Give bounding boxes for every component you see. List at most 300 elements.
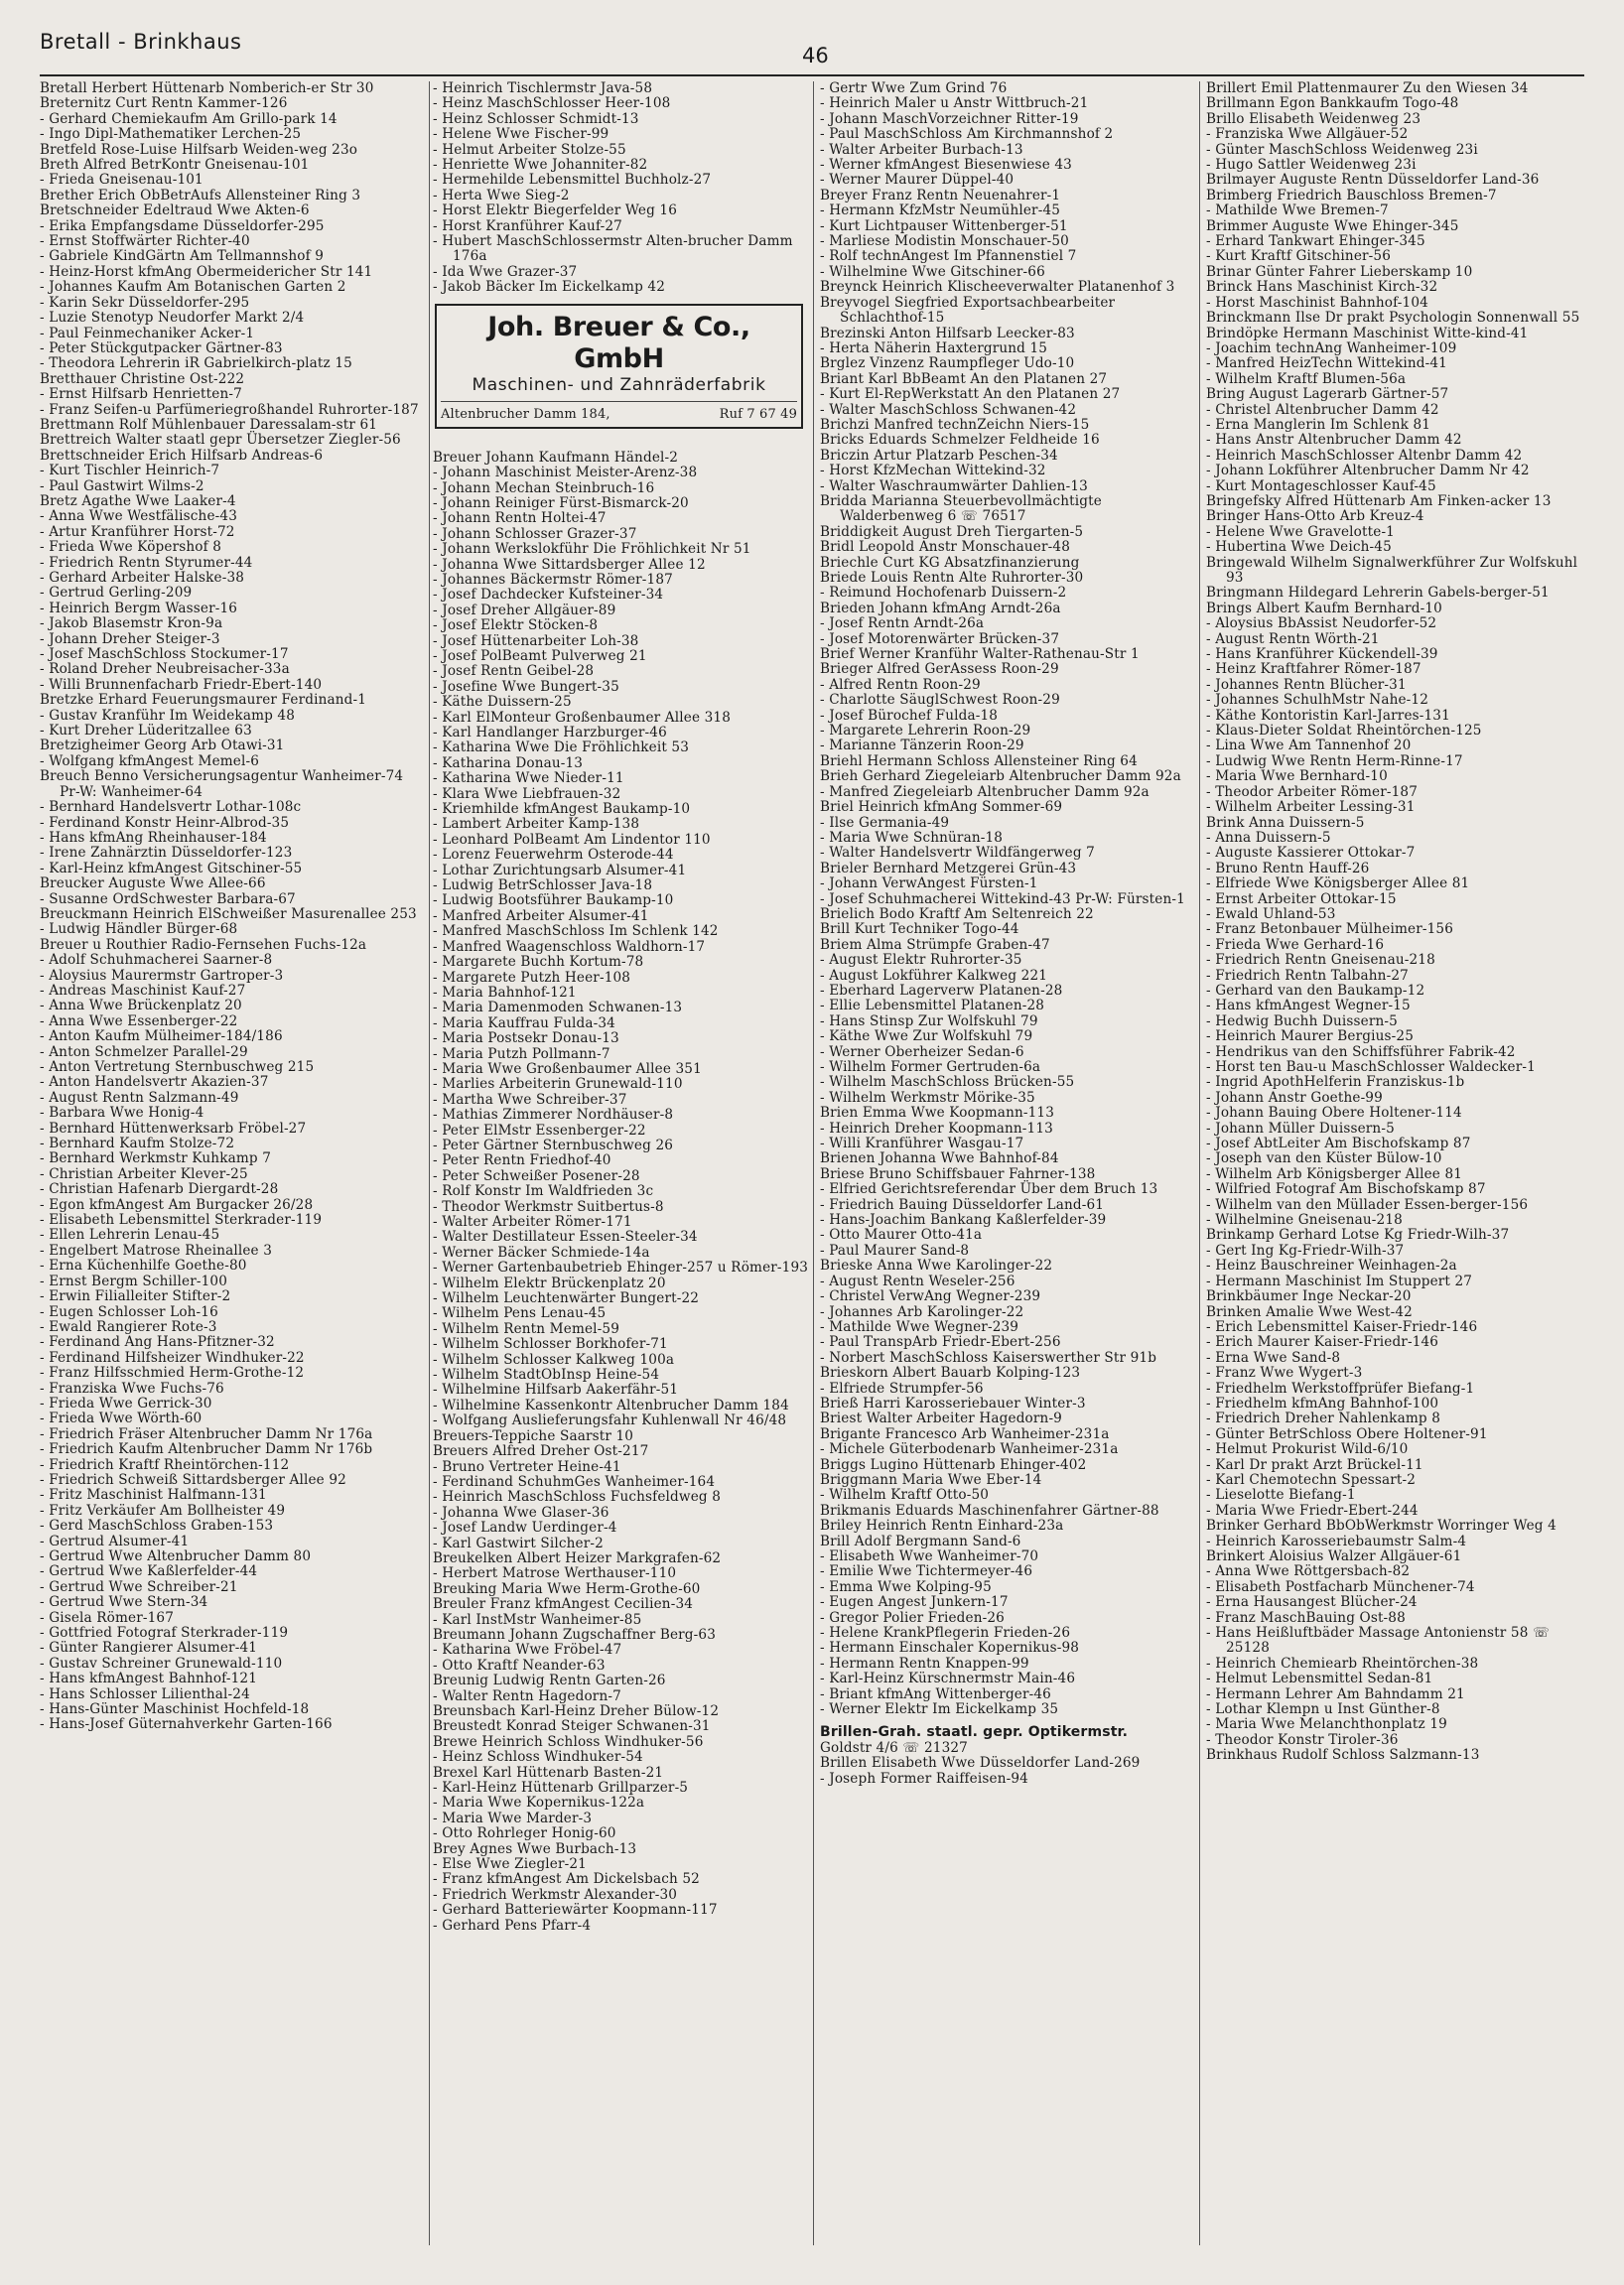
directory-entry: - Wilhelm Schlosser Borkhofer-71 (433, 1336, 668, 1353)
directory-entry: Breuer Johann Kaufmann Händel-2 (433, 449, 679, 466)
directory-entry: Breuking Maria Wwe Herm-Grothe-60 (433, 1580, 701, 1597)
directory-entry: - Heinrich MaschSchloss Fuchsfeldweg 8 (433, 1489, 722, 1506)
directory-entry: - Ferdinand SchuhmGes Wanheimer-164 (433, 1473, 716, 1490)
directory-entry: - Herbert Matrose Werthauser-110 (433, 1565, 677, 1582)
directory-entry: - Ferdinand Konstr Heinr-Albrod-35 (40, 814, 290, 831)
directory-entry: - Fritz Verkäufer Am Bollheister 49 (40, 1502, 286, 1519)
directory-entry: - Paul Gastwirt Wilms-2 (40, 477, 204, 494)
directory-entry: - Walter Rentn Hagedorn-7 (433, 1687, 621, 1704)
directory-entry: - Johann Werkslokführ Die Fröhlichkeit Nr 51 (433, 541, 751, 558)
directory-entry: - Wilhelm Arb Königsberger Allee 81 (1206, 1165, 1463, 1182)
directory-entry: Breternitz Curt Rentn Kammer-126 (40, 95, 288, 112)
directory-entry: - Frieda Wwe Köpershof 8 (40, 539, 222, 556)
directory-entry: - Wilhelm Leuchtenwärter Bungert-22 (433, 1290, 700, 1307)
directory-entry: - Friedrich Rentn Styrumer-44 (40, 554, 253, 571)
directory-entry: Breyvogel Siegfried Exportsachbearbeiter Schlachthof-15 (820, 294, 1116, 327)
directory-entry: - Reimund Hochofenarb Duissern-2 (820, 585, 1067, 602)
directory-entry: - Peter Gärtner Sternbuschweg 26 (433, 1137, 674, 1153)
directory-entry: - Heinrich Bergm Wasser-16 (40, 600, 238, 616)
directory-entry: Brings Albert Kaufm Bernhard-10 (1206, 600, 1442, 616)
directory-entry: - Hans-Josef Güternahverkehr Garten-166 (40, 1716, 333, 1733)
directory-entry: Briant Karl BbBeamt An den Platanen 27 (820, 370, 1108, 387)
directory-entry: Brinckmann Ilse Dr prakt Psychologin Sonnenwall 55 (1206, 310, 1580, 327)
directory-entry: - Hans Schlosser Lilienthal-24 (40, 1685, 250, 1702)
directory-entry: - Erna Manglerin Im Schlenk 81 (1206, 416, 1431, 433)
directory-entry: - Hans-Günter Maschinist Hochfeld-18 (40, 1701, 310, 1718)
directory-entry: - Martha Wwe Schreiber-37 (433, 1091, 627, 1108)
directory-entry: Brien Emma Wwe Koopmann-113 (820, 1105, 1055, 1122)
directory-entry: - Wilhelm Former Gertruden-6a (820, 1059, 1041, 1075)
directory-entry: - Gertrud Wwe Stern-34 (40, 1594, 208, 1611)
directory-entry: - Wolfgang Auslieferungsfahr Kuhlenwall Nr 46/48 (433, 1412, 787, 1429)
directory-entry: - Lothar Zurichtungsarb Alsumer-41 (433, 862, 687, 878)
directory-entry: Bringewald Wilhelm Signalwerkführer Zur Wolfskuhl 93 (1206, 554, 1578, 586)
directory-entry: - Manfred Ziegeleiarb Altenbrucher Damm 92a (820, 783, 1150, 800)
directory-entry: Briese Bruno Schiffsbauer Fahrner-138 (820, 1165, 1096, 1182)
directory-entry: Brey Agnes Wwe Burbach-13 (433, 1840, 637, 1857)
directory-entry: - Horst ten Bau-u MaschSchlosser Waldecker-1 (1206, 1059, 1536, 1075)
directory-entry: Brether Erich ObBetrAufs Allensteiner Ring 3 (40, 187, 361, 203)
directory-entry: Brezinski Anton Hilfsarb Leecker-83 (820, 325, 1075, 341)
directory-entry: - Roland Dreher Neubreisacher-33a (40, 661, 290, 678)
directory-entry: - Eugen Angest Junkern-17 (820, 1594, 1009, 1611)
directory-entry: - Gustav Schreiner Grunewald-110 (40, 1655, 283, 1672)
directory-entry: - Alfred Rentn Roon-29 (820, 676, 981, 693)
directory-entry: - Karl Gastwirt Silcher-2 (433, 1535, 604, 1551)
directory-entry: - Helmut Lebensmittel Sedan-81 (1206, 1671, 1433, 1687)
directory-entry: - Josef Schuhmacherei Wittekind-43 Pr-W: Fürsten-1 (820, 890, 1185, 907)
directory-entry: - Joseph van den Küster Bülow-10 (1206, 1150, 1442, 1167)
directory-entry: - Wilhelm Werkmstr Mörike-35 (820, 1089, 1035, 1106)
directory-entry: - Walter Handelsvertr Wildfängerweg 7 (820, 845, 1095, 862)
directory-entry: - Hermann KfzMstr Neumühler-45 (820, 202, 1061, 219)
directory-entry: Breuer u Routhier Radio-Fernsehen Fuchs-12a (40, 936, 367, 953)
directory-entry: Brinkhaus Rudolf Schloss Salzmann-13 (1206, 1747, 1480, 1764)
directory-entry: - Frieda Gneisenau-101 (40, 172, 203, 189)
directory-entry: - Johannes Rentn Blücher-31 (1206, 676, 1407, 693)
directory-entry: - Erwin Filialleiter Stifter-2 (40, 1288, 231, 1305)
directory-entry: - Wilhelm Rentn Memel-59 (433, 1320, 620, 1337)
directory-entry: Bretzke Erhard Feuerungsmaurer Ferdinand-1 (40, 692, 367, 709)
column-divider (813, 81, 814, 2245)
company-advertisement (435, 304, 803, 429)
directory-entry: Briggmann Maria Wwe Eber-14 (820, 1471, 1042, 1488)
directory-entry: - Maria Damenmoden Schwanen-13 (433, 1000, 683, 1016)
directory-entry: - Gerd MaschSchloss Graben-153 (40, 1518, 274, 1535)
directory-entry: - Leonhard PolBeamt Am Lindentor 110 (433, 831, 711, 848)
directory-entry: - Maria Bahnhof-121 (433, 984, 577, 1001)
directory-entry: - Peter Schweißer Posener-28 (433, 1167, 640, 1184)
directory-entry: - Klara Wwe Liebfrauen-32 (433, 785, 621, 802)
directory-entry: - Karl-Heinz Kürschnermstr Main-46 (820, 1671, 1076, 1687)
directory-entry: - Karl Chemotechn Spessart-2 (1206, 1471, 1417, 1488)
directory-entry: - Hendrikus van den Schiffsführer Fabrik-42 (1206, 1043, 1516, 1060)
directory-entry: - Aloysius BbAssist Neudorfer-52 (1206, 615, 1437, 632)
directory-entry: - Hans-Joachim Bankang Kaßlerfelder-39 (820, 1212, 1107, 1229)
directory-entry: - Franz kfmAngest Am Dickelsbach 52 (433, 1871, 700, 1888)
directory-entry: - Ellie Lebensmittel Platanen-28 (820, 998, 1045, 1014)
directory-entry: - Johanna Wwe Sittardsberger Allee 12 (433, 556, 706, 573)
directory-entry: - Franziska Wwe Allgäuer-52 (1206, 126, 1409, 143)
directory-entry: - Egon kfmAngest Am Burgacker 26/28 (40, 1196, 314, 1213)
directory-entry: - Josef Dachdecker Kufsteiner-34 (433, 587, 664, 604)
directory-entry: - Manfred MaschSchloss Im Schlenk 142 (433, 923, 719, 940)
directory-entry: - Kriemhilde kfmAngest Baukamp-10 (433, 801, 691, 818)
directory-entry: - Helene Wwe Fischer-99 (433, 126, 609, 143)
directory-entry: - Gertrud Wwe Altenbrucher Damm 80 (40, 1548, 312, 1564)
directory-entry: - Wilhelm Pens Lenau-45 (433, 1305, 607, 1322)
directory-entry: - Christian Arbeiter Klever-25 (40, 1165, 248, 1182)
directory-entry: - Käthe Kontoristin Karl-Jarres-131 (1206, 707, 1450, 724)
directory-entry: Brieler Bernhard Metzgerei Grün-43 (820, 860, 1077, 876)
directory-entry: - Helmut Prokurist Wild-6/10 (1206, 1441, 1409, 1458)
directory-entry: - Erna Küchenhilfe Goethe-80 (40, 1258, 247, 1275)
directory-entry: Breunig Ludwig Rentn Garten-26 (433, 1673, 666, 1689)
directory-entry: - Käthe Duissern-25 (433, 694, 572, 711)
directory-entry: Brglez Vinzenz Raumpfleger Udo-10 (820, 355, 1075, 372)
directory-entry: - Joachim technAng Wanheimer-109 (1206, 339, 1457, 356)
directory-entry: Brielich Bodo Kraftf Am Seltenreich 22 (820, 905, 1094, 922)
directory-entry: - Manfred HeizTechn Wittekind-41 (1206, 355, 1447, 372)
directory-entry: Brill Adolf Bergmann Sand-6 (820, 1533, 1021, 1549)
directory-entry: - Wolfgang kfmAngest Memel-6 (40, 752, 260, 769)
directory-entry: - Josef Rentn Arndt-26a (820, 615, 985, 632)
directory-entry: - Gertrud Wwe Kaßlerfelder-44 (40, 1563, 258, 1580)
directory-entry: - Anna Wwe Westfälische-43 (40, 508, 237, 525)
directory-entry: - Briant kfmAng Wittenberger-46 (820, 1685, 1051, 1702)
directory-entry: - Kurt Montageschlosser Kauf-45 (1206, 477, 1436, 494)
directory-entry: Briede Louis Rentn Alte Ruhrorter-30 (820, 570, 1084, 586)
directory-entry: - Klaus-Dieter Soldat Rheintörchen-125 (1206, 723, 1482, 739)
directory-entry: - Josef Bürochef Fulda-18 (820, 707, 999, 724)
directory-entry: - Günter BetrSchloss Obere Holtener-91 (1206, 1425, 1488, 1442)
directory-entry: - Wilhelm Elektr Brückenplatz 20 (433, 1275, 666, 1291)
directory-entry: - Helene KrankPflegerin Frieden-26 (820, 1625, 1071, 1642)
directory-entry: Brinken Amalie Wwe West-42 (1206, 1303, 1413, 1320)
directory-entry: - Gabriele KindGärtn Am Tellmannshof 9 (40, 248, 325, 265)
directory-entry: - Karl ElMonteur Großenbaumer Allee 318 (433, 709, 732, 726)
directory-entry: - Gisela Römer-167 (40, 1609, 175, 1626)
directory-entry: - Hans Stinsp Zur Wolfskuhl 79 (820, 1012, 1038, 1029)
directory-entry: - Johann Reiniger Fürst-Bismarck-20 (433, 494, 689, 511)
directory-entry: Brillo Elisabeth Weidenweg 23 (1206, 110, 1421, 127)
directory-entry: - Werner Elektr Im Eickelkamp 35 (820, 1701, 1059, 1718)
directory-entry: - Elfried Gerichtsreferendar Über dem Bruch 13 (820, 1181, 1158, 1198)
directory-entry: Bretthauer Christine Ost-222 (40, 370, 245, 387)
directory-entry: Brillen Elisabeth Wwe Düsseldorfer Land-269 (820, 1755, 1141, 1772)
directory-entry: - Kurt Kraftf Gitschiner-56 (1206, 248, 1392, 265)
directory-entry: - Artur Kranführer Horst-72 (40, 523, 235, 540)
directory-entry: - Katharina Wwe Fröbel-47 (433, 1642, 622, 1659)
directory-entry: - Bruno Vertreter Heine-41 (433, 1458, 621, 1475)
directory-entry: - Horst Kranführer Kauf-27 (433, 217, 622, 234)
ad-tagline: Maschinen- und Zahnräderfabrik (472, 374, 766, 395)
directory-entry: - Franziska Wwe Fuchs-76 (40, 1380, 224, 1397)
directory-entry: - Helmut Arbeiter Stolze-55 (433, 141, 626, 158)
directory-entry: - Josef MaschSchloss Stockumer-17 (40, 646, 289, 663)
directory-entry: Briggs Lugino Hüttenarb Ehinger-402 (820, 1456, 1087, 1473)
directory-entry: - Wilhelm MaschSchloss Brücken-55 (820, 1074, 1075, 1091)
directory-entry: - Elfriede Wwe Königsberger Allee 81 (1206, 875, 1470, 892)
directory-entry: - Friedrich Rentn Talbahn-27 (1206, 967, 1409, 984)
directory-entry: Breyer Franz Rentn Neuenahrer-1 (820, 187, 1061, 203)
directory-entry: - Katharina Wwe Die Fröhlichkeit 53 (433, 739, 690, 756)
directory-entry: - Gertrud Wwe Schreiber-21 (40, 1578, 238, 1595)
directory-entry: - Rolf Konstr Im Waldfrieden 3c (433, 1183, 654, 1200)
directory-entry: - Gottfried Fotograf Sterkrader-119 (40, 1625, 289, 1642)
directory-entry: - Lambert Arbeiter Kamp-138 (433, 816, 640, 833)
directory-entry: - Elisabeth Postfacharb Münchener-74 (1206, 1578, 1475, 1595)
directory-entry: - Gertrud Gerling-209 (40, 585, 193, 602)
directory-entry: - Walter Arbeiter Burbach-13 (820, 141, 1023, 158)
directory-entry: - Hans Anstr Altenbrucher Damm 42 (1206, 432, 1462, 449)
directory-entry: - Karin Sekr Düsseldorfer-295 (40, 294, 250, 311)
directory-entry: - Katharina Wwe Nieder-11 (433, 770, 624, 787)
directory-entry: - Hans kfmAngest Wegner-15 (1206, 998, 1411, 1014)
directory-entry: - Christel Altenbrucher Damm 42 (1206, 401, 1439, 418)
directory-entry: - Maria Wwe Friedr-Ebert-244 (1206, 1502, 1419, 1519)
directory-entry: - Bernhard Hüttenwerksarb Fröbel-27 (40, 1120, 307, 1137)
directory-entry: - Hans kfmAng Rheinhauser-184 (40, 829, 267, 846)
directory-entry: - Hermann Einschaler Kopernikus-98 (820, 1640, 1080, 1657)
directory-entry: - Johann Anstr Goethe-99 (1206, 1089, 1383, 1106)
directory-entry: - Paul MaschSchloss Am Kirchmannshof 2 (820, 126, 1114, 143)
directory-entry: - Gerhard Arbeiter Halske-38 (40, 570, 245, 586)
directory-entry: - Heinz Schloss Windhuker-54 (433, 1749, 643, 1766)
directory-entry: - Mathias Zimmerer Nordhäuser-8 (433, 1107, 674, 1124)
directory-entry: Breynck Heinrich Klischeeverwalter Platanenhof 3 (820, 279, 1175, 296)
directory-entry: Brinar Günter Fahrer Lieberskamp 10 (1206, 263, 1473, 280)
directory-entry: - Johann Schlosser Grazer-37 (433, 525, 637, 542)
directory-entry: - Erich Maurer Kaiser-Friedr-146 (1206, 1334, 1439, 1351)
directory-entry: - Hermann Rentn Knappen-99 (820, 1655, 1029, 1672)
directory-entry: - Josef Dreher Allgäuer-89 (433, 602, 616, 618)
directory-entry: - Walter Destillateur Essen-Steeler-34 (433, 1229, 698, 1246)
directory-entry: Brettreich Walter staatl gepr Übersetzer Ziegler-56 (40, 432, 401, 449)
directory-entry: - Ernst Hilfsarb Henrietten-7 (40, 386, 242, 403)
directory-entry: - Ilse Germania-49 (820, 814, 950, 831)
directory-entry: - Horst Elektr Biegerfelder Weg 16 (433, 202, 677, 219)
directory-entry: - Eberhard Lagerverw Platanen-28 (820, 982, 1063, 999)
directory-entry: - Josef Motorenwärter Brücken-37 (820, 630, 1060, 647)
directory-entry: - Hermehilde Lebensmittel Buchholz-27 (433, 172, 712, 189)
directory-entry: - Kurt Lichtpauser Wittenberger-51 (820, 217, 1068, 234)
directory-entry: - Wilhelmine Wwe Gitschiner-66 (820, 263, 1045, 280)
directory-entry: - Erna Hausangest Blücher-24 (1206, 1594, 1418, 1611)
directory-entry: Briley Heinrich Rentn Einhard-23a (820, 1518, 1064, 1535)
directory-entry: Brink Anna Duissern-5 (1206, 814, 1365, 831)
directory-entry: Breuckmann Heinrich ElSchweißer Masurenallee 253 (40, 905, 417, 922)
directory-entry: - Ellen Lehrerin Lenau-45 (40, 1227, 220, 1244)
directory-entry: Briest Walter Arbeiter Hagedorn-9 (820, 1411, 1062, 1427)
directory-entry: Bretschneider Edeltraud Wwe Akten-6 (40, 202, 310, 219)
directory-entry: - Maria Wwe Schnüran-18 (820, 829, 1004, 846)
header-rule (40, 74, 1584, 76)
directory-entry: - Marliese Modistin Monschauer-50 (820, 233, 1069, 250)
page-header (40, 30, 1584, 69)
directory-entry: Brikmanis Eduards Maschinenfahrer Gärtner-88 (820, 1502, 1159, 1519)
directory-entry: - Franz Wwe Wygert-3 (1206, 1365, 1363, 1382)
directory-entry: - Werner Maurer Düppel-40 (820, 172, 1015, 189)
directory-entry: - Ernst Bergm Schiller-100 (40, 1273, 228, 1289)
directory-entry: - Gerhard Chemiekaufm Am Grillo-park 14 (40, 110, 338, 127)
directory-entry: - Hermann Maschinist Im Stuppert 27 (1206, 1273, 1473, 1289)
directory-entry: - Mathilde Wwe Wegner-239 (820, 1318, 1019, 1335)
directory-entry: - Kurt El-RepWerkstatt An den Platanen 27 (820, 386, 1121, 403)
directory-entry: - Maria Wwe Melanchthonplatz 19 (1206, 1716, 1447, 1733)
directory-entry: - Heinrich Maurer Bergius-25 (1206, 1028, 1414, 1045)
directory-entry: - Ewald Uhland-53 (1206, 905, 1336, 922)
directory-entry: - Theodor Arbeiter Römer-187 (1206, 783, 1418, 800)
directory-entry: Brigante Francesco Arb Wanheimer-231a (820, 1425, 1110, 1442)
directory-entry: - Kurt Tischler Heinrich-7 (40, 463, 220, 479)
directory-entry: - Ernst Stoffwärter Richter-40 (40, 233, 250, 250)
directory-entry: Bretfeld Rose-Luise Hilfsarb Weiden-weg 23o (40, 141, 358, 158)
directory-entry: - August Elektr Ruhrorter-35 (820, 952, 1022, 969)
directory-entry: - Bernhard Kaufm Stolze-72 (40, 1136, 235, 1152)
directory-entry: Brinkbäumer Inge Neckar-20 (1206, 1288, 1412, 1305)
directory-entry: - Jakob Blasemstr Kron-9a (40, 615, 223, 632)
directory-entry: - Herta Näherin Haxtergrund 15 (820, 339, 1048, 356)
directory-entry: Brindöpke Hermann Maschinist Witte-kind-41 (1206, 325, 1529, 341)
directory-entry: - Frieda Wwe Gerhard-16 (1206, 936, 1385, 953)
column-divider (1199, 81, 1200, 2245)
directory-entry: - Ingrid ApothHelferin Franziskus-1b (1206, 1074, 1465, 1091)
column-4 (1206, 81, 1584, 2245)
directory-entry: - Lothar Klempn u Inst Günther-8 (1206, 1701, 1440, 1718)
directory-entry: - Theodor Werkmstr Suitbertus-8 (433, 1198, 664, 1215)
directory-entry: - Friedrich Schweiß Sittardsberger Allee 92 (40, 1471, 346, 1488)
directory-entry: Brieske Anna Wwe Karolinger-22 (820, 1258, 1053, 1275)
directory-entry: Brinker Gerhard BbObWerkmstr Worringer Weg 4 (1206, 1518, 1556, 1535)
directory-entry: - Andreas Maschinist Kauf-27 (40, 982, 246, 999)
directory-entry: Briel Heinrich kfmAng Sommer-69 (820, 799, 1063, 816)
directory-entry: - Lieselotte Biefang-1 (1206, 1487, 1356, 1504)
directory-entry: - Paul Maurer Sand-8 (820, 1242, 970, 1259)
directory-entry: - Hedwig Buchh Duissern-5 (1206, 1012, 1398, 1029)
directory-entry: - Wilhelm Kraftf Otto-50 (820, 1487, 990, 1504)
column-1 (40, 81, 427, 2245)
directory-entry: - Norbert MaschSchloss Kaiserswerther Str 91b (820, 1349, 1157, 1366)
directory-entry: - Ida Wwe Grazer-37 (433, 263, 578, 280)
column-3-after-entries (820, 1741, 1195, 1787)
directory-entry: - Friedrich Dreher Nahlenkamp 8 (1206, 1411, 1440, 1427)
directory-entry: Briechle Curt KG Absatzfinanzierung (820, 554, 1080, 571)
directory-entry: - Erika Empfangsdame Düsseldorfer-295 (40, 217, 325, 234)
directory-entry: - Friedhelm kfmAng Bahnhof-100 (1206, 1395, 1439, 1411)
directory-entry: - Wilhelmine Gneisenau-218 (1206, 1212, 1403, 1229)
directory-entry: - Wilhelm Kraftf Blumen-56a (1206, 370, 1407, 387)
directory-entry: - Aloysius Maurermstr Gartroper-3 (40, 967, 284, 984)
directory-entry: - Günter MaschSchloss Weidenweg 23i (1206, 141, 1478, 158)
column-2-top-entries (433, 81, 809, 296)
directory-entry: Breukelken Albert Heizer Markgrafen-62 (433, 1549, 722, 1566)
directory-entry: - Lorenz Feuerwehrm Osterode-44 (433, 847, 674, 864)
directory-entry: - Herta Wwe Sieg-2 (433, 187, 570, 203)
directory-entry: - Franz Betonbauer Mülheimer-156 (1206, 921, 1453, 938)
directory-entry: Brieh Gerhard Ziegeleiarb Altenbrucher Damm 92a (820, 768, 1181, 785)
directory-entry: - Hans Kranführer Kückendell-39 (1206, 646, 1438, 663)
directory-entry: - Werner Gartenbaubetrieb Ehinger-257 u Römer-193 (433, 1260, 809, 1277)
directory-entry: - Gerhard Batteriewärter Koopmann-117 (433, 1902, 718, 1919)
directory-entry: - Heinz Kraftfahrer Römer-187 (1206, 661, 1421, 678)
directory-entry: - Johann Dreher Steiger-3 (40, 630, 220, 647)
directory-entry: - Margarete Putzh Heer-108 (433, 969, 631, 986)
directory-entry: - Werner kfmAngest Biesenwiese 43 (820, 157, 1072, 174)
directory-entry: Brinkert Aloisius Walzer Allgäuer-61 (1206, 1548, 1462, 1564)
directory-entry: Brillmann Egon Bankkaufm Togo-48 (1206, 95, 1459, 112)
directory-entry: - Katharina Donau-13 (433, 754, 584, 771)
directory-entry: - Erna Wwe Sand-8 (1206, 1349, 1341, 1366)
directory-entry: - Franz MaschBauing Ost-88 (1206, 1609, 1406, 1626)
directory-entry: - Heinrich Chemiearb Rheintörchen-38 (1206, 1655, 1479, 1672)
directory-entry: - Otto Maurer Otto-41a (820, 1227, 983, 1244)
directory-entry: - Helene Wwe Gravelotte-1 (1206, 523, 1395, 540)
directory-entry: - Franz Seifen-u Parfümeriegroßhandel Ruhrorter-187 (40, 401, 419, 418)
directory-entry: Brilmayer Auguste Rentn Düsseldorfer Land-36 (1206, 172, 1540, 189)
directory-entry: - Johann Mechan Steinbruch-16 (433, 479, 655, 496)
directory-entry: - Ewald Rangierer Rote-3 (40, 1318, 217, 1335)
directory-entry: - Karl-Heinz Hüttenarb Grillparzer-5 (433, 1780, 689, 1797)
column-divider (429, 81, 430, 2245)
column-3-entries (820, 81, 1195, 1717)
directory-entry: - Henriette Wwe Johanniter-82 (433, 157, 648, 174)
directory-entry: - Kurt Dreher Lüderitzallee 63 (40, 723, 252, 739)
directory-entry: - Anna Wwe Brückenplatz 20 (40, 998, 242, 1014)
directory-entry: - Josef PolBeamt Pulverweg 21 (433, 647, 647, 664)
directory-entry: Bretall Herbert Hüttenarb Nomberich-er Str 30 (40, 81, 374, 96)
directory-entry: - Friedrich Bauing Düsseldorfer Land-61 (820, 1196, 1105, 1213)
directory-entry: Breustedt Konrad Steiger Schwanen-31 (433, 1718, 711, 1735)
directory-entry: - Horst KfzMechan Wittekind-32 (820, 463, 1046, 479)
directory-entry: - Gregor Polier Frieden-26 (820, 1609, 1005, 1626)
directory-entry: - Heinrich Maler u Anstr Wittbruch-21 (820, 95, 1089, 112)
directory-entry: - Karl Handlanger Harzburger-46 (433, 725, 667, 740)
directory-entry: Breunsbach Karl-Heinz Dreher Bülow-12 (433, 1703, 720, 1719)
directory-entry: - Heinrich Karosseriebaumstr Salm-4 (1206, 1533, 1467, 1549)
directory-entry: - Theodor Konstr Tiroler-36 (1206, 1731, 1399, 1748)
column-2-entries (433, 451, 809, 1934)
column-2 (433, 81, 809, 2245)
directory-entry: - Fritz Maschinist Halfmann-131 (40, 1487, 267, 1504)
directory-entry: - Otto Kraftf Neander-63 (433, 1657, 606, 1674)
directory-entry: Breuch Benno Versicherungsagentur Wanheimer-74 Pr-W: Wanheimer-64 (40, 768, 404, 800)
directory-entry: - Friedrich Kaufm Altenbrucher Damm Nr 176b (40, 1441, 373, 1458)
directory-entry: Brill Kurt Techniker Togo-44 (820, 921, 1019, 938)
directory-entry: - Josef AbtLeiter Am Bischofskamp 87 (1206, 1136, 1471, 1152)
directory-entry: - Maria Wwe Großenbaumer Allee 351 (433, 1060, 702, 1077)
directory-entry: - Christian Hafenarb Diergardt-28 (40, 1181, 279, 1198)
directory-entry: Bridl Leopold Anstr Monschauer-48 (820, 539, 1070, 556)
directory-entry: - Ingo Dipl-Mathematiker Lerchen-25 (40, 126, 302, 143)
directory-entry: - Emilie Wwe Tichtermeyer-46 (820, 1563, 1033, 1580)
directory-entry: Goldstr 4/6 ☏ 21327 (820, 1739, 968, 1756)
directory-entry: - Karl Dr prakt Arzt Brückel-11 (1206, 1456, 1423, 1473)
directory-entry: - Ferdinand Hilfsheizer Windhuker-22 (40, 1349, 305, 1366)
directory-entry: - Paul TranspArb Friedr-Ebert-256 (820, 1334, 1061, 1351)
directory-entry: - Anna Wwe Röttgersbach-82 (1206, 1563, 1411, 1580)
directory-entry: - Eugen Schlosser Loh-16 (40, 1303, 218, 1320)
directory-entry: - Michele Güterbodenarb Wanheimer-231a (820, 1441, 1119, 1458)
directory-entry: - Frieda Wwe Gerrick-30 (40, 1395, 212, 1411)
directory-entry: - Joseph Former Raiffeisen-94 (820, 1770, 1028, 1787)
directory-entry: - Luzie Stenotyp Neudorfer Markt 2/4 (40, 310, 305, 327)
directory-entry: - Frieda Wwe Wörth-60 (40, 1411, 203, 1427)
directory-entry: - Josef Landw Uerdinger-4 (433, 1520, 617, 1537)
directory-entry: - Lina Wwe Am Tannenhof 20 (1206, 738, 1412, 754)
directory-entry: - Mathilde Wwe Bremen-7 (1206, 202, 1389, 219)
directory-entry: - Gustav Kranführ Im Weidekamp 48 (40, 707, 296, 724)
